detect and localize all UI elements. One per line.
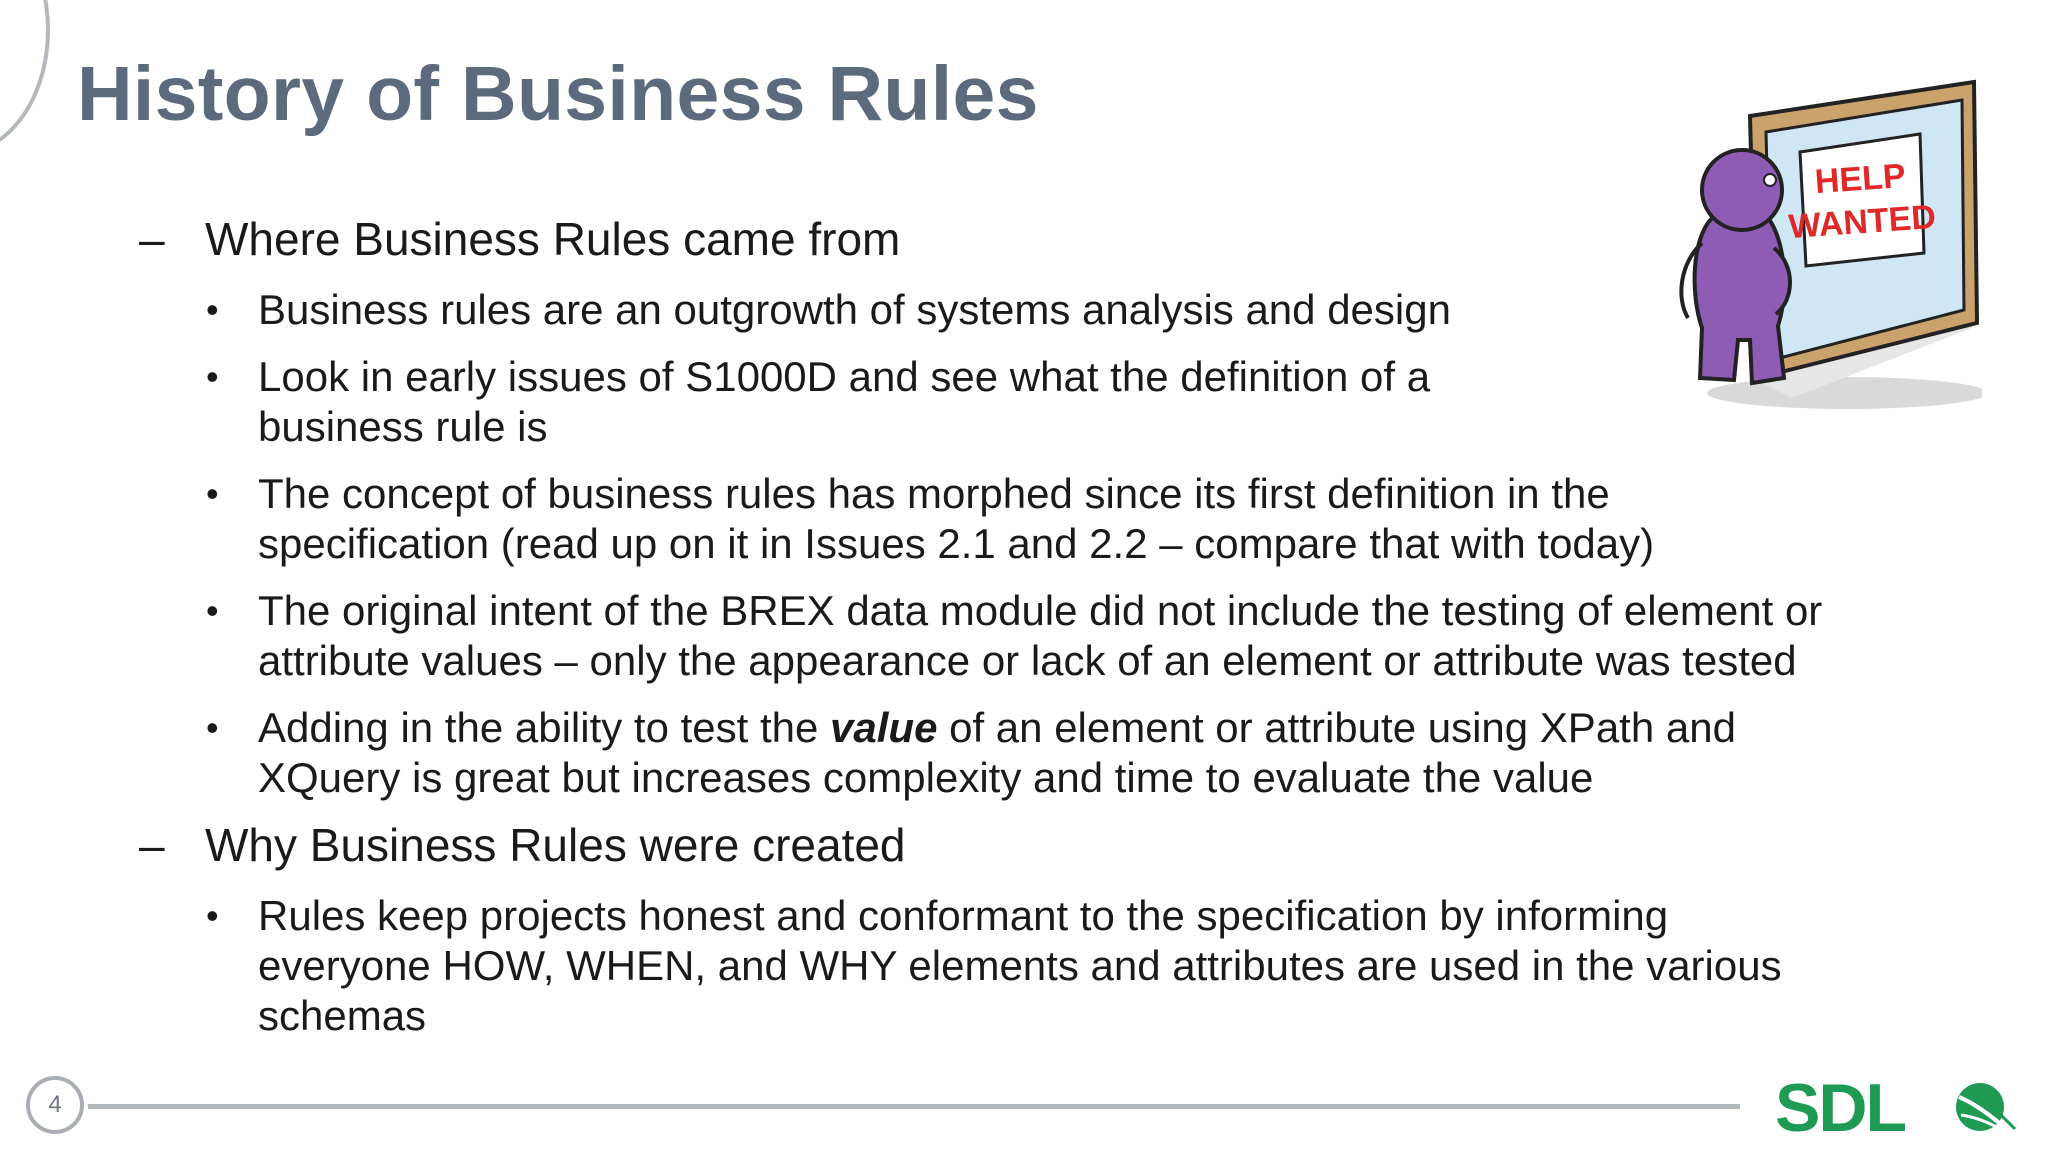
sign-text-line1: HELP: [1813, 156, 1907, 202]
help-wanted-illustration: [1672, 78, 1982, 413]
text-run: Adding in the ability to test the: [258, 704, 831, 751]
text-run: of an element or attribute using XPath and: [937, 704, 1736, 751]
list-item: [206, 586, 1823, 686]
slide-title: History of Business Rules: [77, 51, 1039, 137]
logo-globe-icon: [1956, 1083, 2015, 1135]
logo-text: SDL: [1775, 1075, 1905, 1137]
bullet-marker: •: [206, 356, 219, 397]
list-item-line: attribute values – only the appearance or lack of an element or attribute was tested: [258, 637, 1797, 684]
list-item-line: everyone HOW, WHEN, and WHY elements and attributes are used in the various: [258, 942, 1782, 989]
bullet-marker: •: [206, 707, 219, 748]
dash-marker: –: [139, 819, 165, 871]
list-item-line: schemas: [258, 992, 427, 1039]
list-item-line: The original intent of the BREX data module did not include the testing of element or: [258, 587, 1823, 634]
bullet-marker: •: [206, 289, 219, 330]
footer-divider: [88, 1104, 1740, 1109]
floor-shadow: [1707, 377, 1982, 409]
section-heading-origin: [139, 213, 901, 265]
list-item-line: [258, 703, 1736, 753]
list-item: [206, 703, 1736, 803]
dash-marker: –: [139, 213, 165, 265]
bullet-marker: •: [206, 590, 219, 631]
list-item-line: Rules keep projects honest and conformant to the specification by informing: [258, 892, 1669, 939]
list-item-line: The concept of business rules has morphed since its first definition in the: [258, 470, 1610, 517]
list-item: [206, 352, 1431, 452]
list-item-line: XQuery is great but increases complexity and time to evaluate the value: [258, 754, 1594, 801]
bullet-marker: •: [206, 473, 219, 514]
purple-figure: [1681, 150, 1790, 383]
section-heading-text: Where Business Rules came from: [205, 213, 901, 265]
list-item-line: Business rules are an outgrowth of systems analysis and design: [258, 286, 1451, 333]
list-item: [206, 469, 1655, 569]
bullet-marker: •: [206, 895, 219, 936]
page-number-badge: 4: [26, 1076, 84, 1134]
list-item-line: Look in early issues of S1000D and see what the definition of a: [258, 353, 1431, 400]
section-heading-text: Why Business Rules were created: [205, 819, 906, 871]
section-heading-purpose: [139, 819, 906, 871]
list-item: [206, 891, 1782, 1041]
list-item-line: business rule is: [258, 403, 548, 450]
list-item-line: specification (read up on it in Issues 2.1 and 2.2 – compare that with today): [258, 520, 1655, 567]
list-item: [206, 285, 1451, 335]
emphasis-text: value: [830, 704, 938, 751]
sdl-logo: [1775, 1075, 2025, 1137]
sign-text-line2: WANTED: [1787, 197, 1938, 247]
